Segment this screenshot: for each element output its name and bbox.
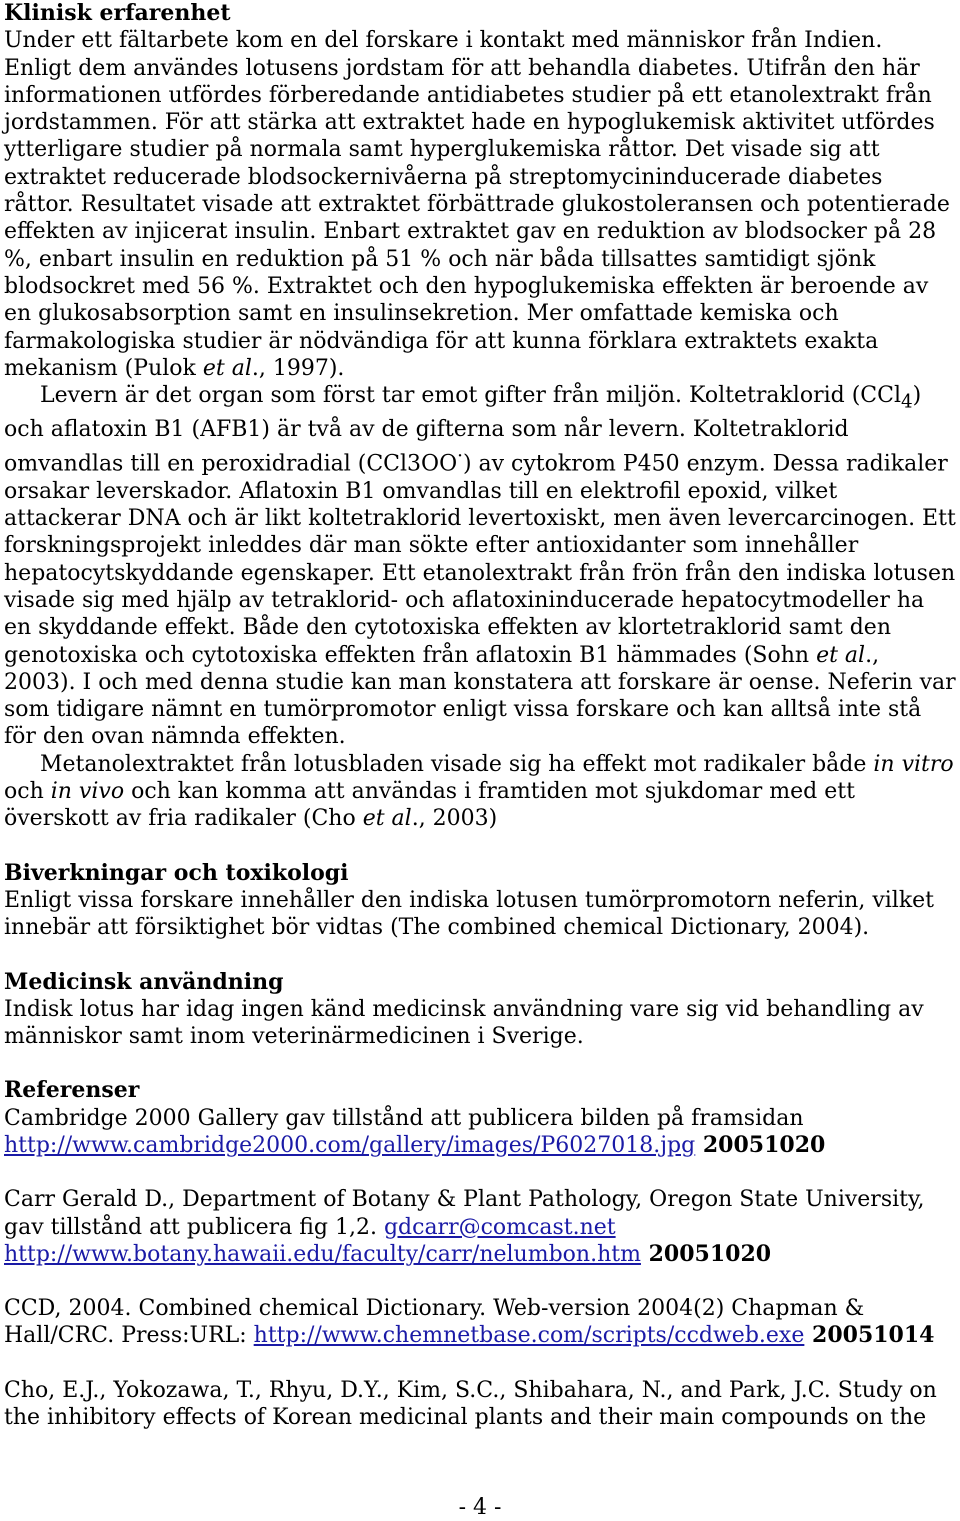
link-botany-hawaii[interactable]: http://www.botany.hawaii.edu/faculty/carr/nelumbon.htm: [4, 1241, 641, 1267]
paragraph-text: Under ett fältarbete kom en del forskare i kontakt med människor från Indien. Enligt dem användes lotusens jordstam för att behandla diabetes. Utifrån den här informationen utfördes förberedande antidiabetes studier på ett etanolextrakt från jordstammen. För att stärka att extraktet hade en hypoglukemisk aktivitet utfördes ytterligare studier på normala samt hyperglukemiska råttor. Det visade sig att extraktet reducerade blodsockernivåerna på streptomycininducerade diabetes råttor. Resultatet visade att extraktet förbättrade glukostoleransen och potentierade effekten av injicerat insulin. Enbart extraktet gav en reduktion av blodsocker på 28 %, enbart insulin en reduktion på 51 % och när båda tillsattes samtidigt sjönk blodsockret med 56 %. Extraktet och den hypoglukemiska effekten är beroende av en glukosabsorption samt en insulinsekretion. Mer omfattade kemiska och farmakologiska studier är nödvändiga för att kunna förklara extraktets exakta mekanism (Pulok: [4, 28, 950, 381]
reference-cho: Cho, E.J., Yokozawa, T., Rhyu, D.Y., Kim, S.C., Shibahara, N., and Park, J.C. Study on the inhibitory effects of Korean medicinal plants and their main compounds on the: [4, 1377, 937, 1431]
paragraph-text: ., 2003). I och med denna studie kan man konstatera att forskare är oense. Neferin var som tidigare nämnt en tumörpromotor enligt vissa forskare och kan alltså inte stå för den ovan nämnda effekten.: [4, 642, 956, 750]
reference-text: Carr Gerald D., Department of Botany & Plant Pathology, Oregon State University, gav tillstånd att publicera fig 1,2.: [4, 1187, 925, 1240]
paragraph-text: och: [4, 779, 51, 805]
paragraph-text: ., 1997).: [251, 355, 345, 381]
heading-medicinsk-anvandning: Medicinsk användning: [4, 968, 284, 995]
paragraph-klinisk-2: [4, 382, 956, 751]
italic-et-al: et al: [816, 642, 866, 668]
paragraph-klinisk-1: [4, 27, 956, 382]
superscript-radical-dot: ·: [457, 446, 463, 468]
access-date: 20051020: [695, 1132, 826, 1158]
paragraph-text: ) av cytokrom P450 enzym. Dessa radikaler orsakar leverskador. Aflatoxin B1 omvandlas till en elektrofil epoxid, vilket attackerar DNA och är likt koltetraklorid levertoxiskt, men även levercarcinogen. Ett forskningsprojekt inleddes där man sökte efter antioxidanter som innehåller hepatocytskyddande egenskaper. Ett etanolextrakt från frön från den indiska lotusen visade sig med hjälp av tetraklorid- och aflatoxininducerade hepatocytmodeller ha en skyddande effekt. Både den cytotoxiska effekten av klortetraklorid samt den genotoxiska och cytotoxiska effekten från aflatoxin B1 hämmades (Sohn: [4, 451, 956, 668]
spacer: [4, 1050, 956, 1077]
paragraph-text: och kan komma att användas i framtiden mot sjukdomar med ett överskott av fria radikaler (Cho: [4, 779, 855, 832]
spacer: [4, 1350, 956, 1377]
paragraph-klinisk-3: [4, 751, 956, 833]
italic-in-vivo: in vivo: [50, 779, 125, 805]
heading-biverkningar: Biverkningar och toxikologi: [4, 859, 349, 886]
spacer: [4, 1159, 956, 1186]
paragraph-text: ) och aflatoxin B1 (AFB1) är två av de gifterna som når levern. Koltetraklorid omvandlas till en peroxidradial (CCl3OO: [4, 383, 922, 477]
access-date: 20051014: [804, 1322, 935, 1349]
reference-cambridge: [4, 1105, 956, 1160]
paragraph-text: ., 2003): [411, 806, 498, 832]
spacer: [4, 942, 956, 969]
link-email-gdcarr[interactable]: gdcarr@comcast.net: [383, 1214, 616, 1240]
access-date: 20051020: [640, 1240, 772, 1267]
paragraph-biverkningar: Enligt vissa forskare innehåller den indiska lotusen tumörpromotorn neferin, vilket innebär att försiktighet bör vidtas (The combined chemical Dictionary, 2004).: [4, 887, 935, 941]
reference-ccd: [4, 1295, 956, 1350]
spacer: [4, 1268, 956, 1295]
link-cambridge2000[interactable]: http://www.cambridge2000.com/gallery/images/P6027018.jpg: [4, 1133, 696, 1158]
link-chemnetbase[interactable]: http://www.chemnetbase.com/scripts/ccdweb.exe: [253, 1323, 805, 1349]
reference-text: CCD, 2004. Combined chemical Dictionary. Web-version 2004(2) Chapman & Hall/CRC. Press:URL:: [4, 1296, 865, 1349]
paragraph-text: Levern är det organ som först tar emot gifter från miljön. Koltetraklorid (CCl: [40, 383, 901, 409]
heading-referenser: Referenser: [4, 1077, 140, 1104]
reference-text: Cambridge 2000 Gallery gav tillstånd att publicera bilden på framsidan: [4, 1105, 804, 1131]
paragraph-medicinsk: Indisk lotus har idag ingen känd medicinsk användning vare sig vid behandling av människor samt inom veterinärmedicinen i Sverige.: [4, 996, 924, 1050]
heading-klinisk-erfarenhet: Klinisk erfarenhet: [4, 0, 231, 26]
italic-et-al: et al: [202, 355, 252, 381]
spacer: [4, 833, 956, 860]
italic-in-vitro: in vitro: [873, 751, 954, 777]
reference-carr: [4, 1186, 956, 1268]
paragraph-text: Metanolextraktet från lotusbladen visade sig ha effekt mot radikaler både: [40, 751, 874, 777]
italic-et-al: et al: [362, 806, 412, 832]
page-number: - 4 -: [458, 1495, 502, 1520]
subscript-4: 4: [901, 391, 913, 413]
